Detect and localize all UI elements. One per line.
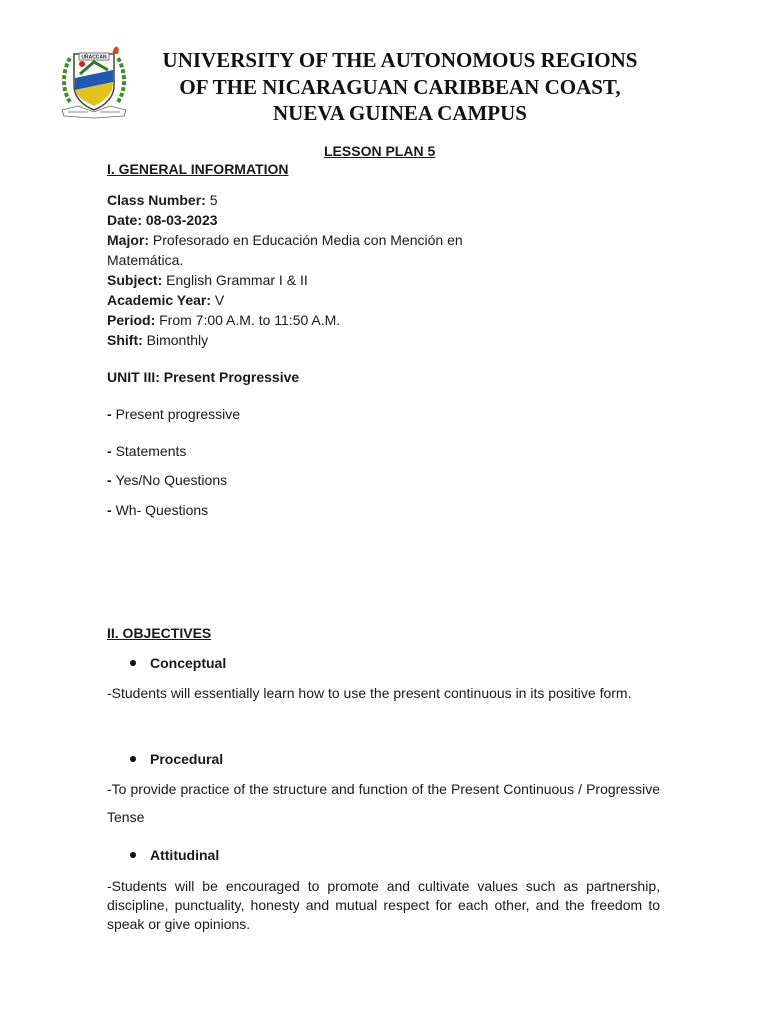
unit-item-text: Yes/No Questions [115, 472, 228, 488]
unit-item-text: Statements [115, 443, 187, 459]
unit-item-dash: - [107, 472, 116, 488]
class-number-row [107, 190, 527, 210]
bullet-dot-icon [130, 852, 136, 858]
general-information-block [107, 190, 527, 350]
procedural-text: -To provide practice of the structure and function of the Present Continuous / Progressive Tense [107, 781, 660, 825]
conceptual-bullet [130, 655, 226, 671]
title-line-3: NUEVA GUINEA CAMPUS [273, 101, 527, 125]
unit-item-text: Wh- Questions [115, 502, 209, 518]
unit-item-dash: - [107, 406, 116, 422]
unit-item-dash: - [107, 443, 116, 459]
major-value: Profesorado en Educación Media con Mención en Matemática. [107, 232, 463, 268]
conceptual-text: -Students will essentially learn how to use the present continuous in its positive form. [107, 685, 632, 701]
shift-row [107, 330, 527, 350]
unit-item [107, 472, 227, 488]
major-label: Major: [107, 232, 149, 248]
university-title [120, 47, 680, 127]
unit-title-text: UNIT III: Present Progressive [107, 369, 300, 385]
date-row [107, 210, 527, 230]
subject-row [107, 270, 527, 290]
shift-label: Shift: [107, 332, 143, 348]
academic-year-value: V [211, 292, 225, 308]
general-information-heading: I. GENERAL INFORMATION [107, 161, 289, 177]
class-number-value: 5 [205, 192, 218, 208]
title-line-2: OF THE NICARAGUAN CARIBBEAN COAST, [179, 74, 621, 99]
unit-item-text: Present progressive [115, 406, 241, 422]
major-row [107, 230, 502, 270]
logo-banner-text: URACCAN [81, 54, 107, 61]
procedural-label: Procedural [150, 751, 224, 767]
class-number-label: Class Number: [107, 192, 206, 208]
period-value: From 7:00 A.M. to 11:50 A.M. [155, 312, 341, 328]
subject-label: Subject: [107, 272, 163, 288]
shift-value: Bimonthly [142, 332, 209, 348]
bullet-dot-icon [130, 660, 136, 666]
lesson-plan-title: LESSON PLAN 5 [324, 143, 436, 159]
objectives-heading: II. OBJECTIVES [107, 625, 212, 641]
unit-item [107, 443, 186, 459]
unit-item [107, 406, 240, 422]
period-label: Period: [107, 312, 156, 328]
attitudinal-bullet [130, 847, 219, 863]
subject-value: English Grammar I & II [162, 272, 308, 288]
procedural-bullet [130, 751, 223, 767]
academic-year-label: Academic Year: [107, 292, 212, 308]
date-text: Date: 08-03-2023 [107, 212, 218, 228]
attitudinal-label: Attitudinal [150, 847, 220, 863]
academic-year-row [107, 290, 527, 310]
period-row [107, 310, 527, 330]
unit-item [107, 502, 208, 518]
conceptual-label: Conceptual [150, 655, 227, 671]
attitudinal-text: -Students will be encouraged to promote and cultivate values such as partnership, discipline, punctuality, honesty and mutual respect for each other, and the freedom to speak or give opinions. [107, 878, 660, 932]
bullet-dot-icon [130, 756, 136, 762]
unit-item-dash: - [107, 502, 116, 518]
unit-title [107, 369, 299, 385]
title-line-1: UNIVERSITY OF THE AUTONOMOUS REGIONS [162, 48, 638, 72]
